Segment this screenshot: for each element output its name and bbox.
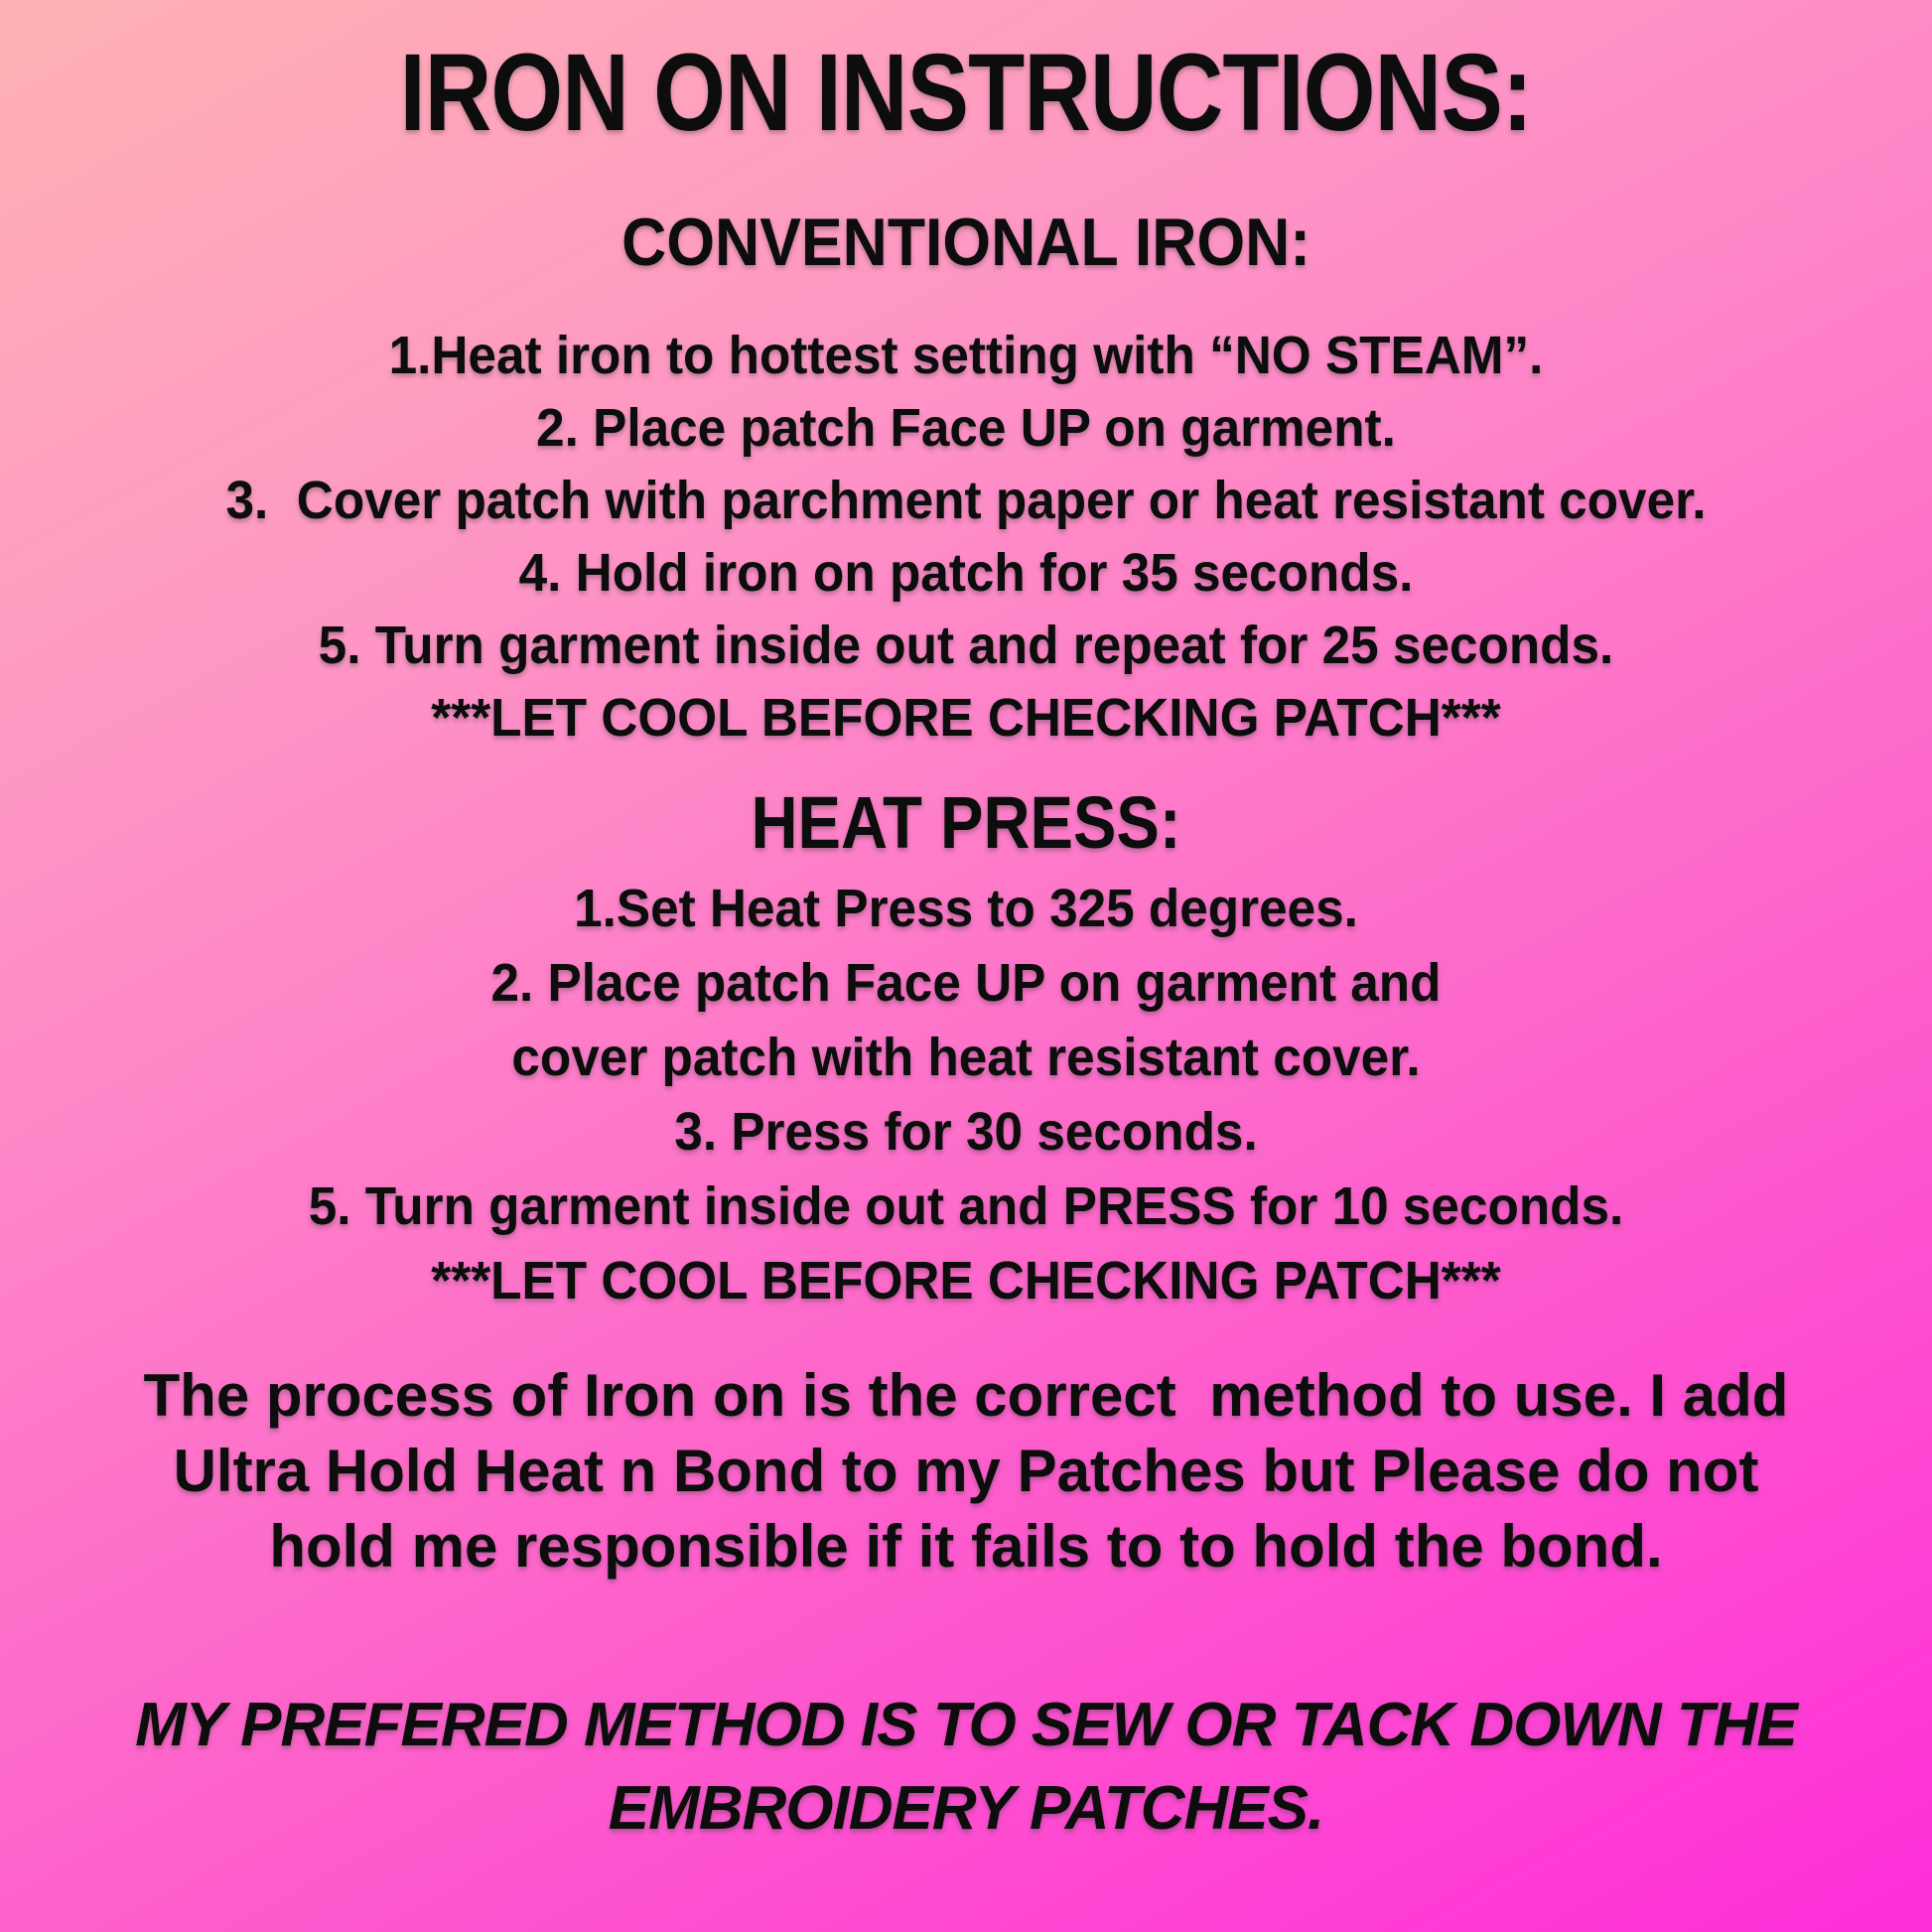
- heat-press-step-5: 5. Turn garment inside out and PRESS for 10 seconds.: [308, 1176, 1624, 1236]
- heat-press-step-2: 2. Place patch Face UP on garment and: [490, 953, 1442, 1013]
- conventional-iron-heading-text: CONVENTIONAL IRON:: [621, 205, 1311, 280]
- page-title: [0, 34, 1932, 153]
- preferred-method-note: [0, 1684, 1932, 1851]
- conventional-iron-heading: [0, 205, 1932, 280]
- heat-press-heading: [0, 782, 1932, 864]
- bond-disclaimer: [0, 1358, 1932, 1585]
- conventional-step-2: 2. Place patch Face UP on garment.: [536, 398, 1396, 458]
- preferred-method-line-2: EMBROIDERY PATCHES.: [608, 1774, 1324, 1843]
- conventional-step-4: 4. Hold iron on patch for 35 seconds.: [518, 543, 1414, 603]
- page-title-text: IRON ON INSTRUCTIONS:: [399, 32, 1533, 154]
- conventional-step-1: 1.Heat iron to hottest setting with “NO STEAM”.: [388, 326, 1544, 385]
- conventional-step-3: 3. Cover patch with parchment paper or heat resistant cover.: [225, 471, 1707, 530]
- conventional-iron-steps: [0, 320, 1932, 755]
- preferred-method-line-1: MY PREFERED METHOD IS TO SEW OR TACK DOWN THE: [135, 1691, 1797, 1759]
- conventional-cool-warning: ***LET COOL BEFORE CHECKING PATCH***: [431, 688, 1501, 748]
- heat-press-heading-text: HEAT PRESS:: [751, 781, 1181, 864]
- disclaimer-line-3: hold me responsible if it fails to to hold the bond.: [269, 1513, 1663, 1580]
- conventional-step-5: 5. Turn garment inside out and repeat for 25 seconds.: [318, 616, 1614, 675]
- heat-press-cool-warning: ***LET COOL BEFORE CHECKING PATCH***: [431, 1251, 1501, 1311]
- heat-press-step-1: 1.Set Heat Press to 325 degrees.: [574, 879, 1358, 938]
- heat-press-step-2-continued: cover patch with heat resistant cover.: [511, 1028, 1421, 1087]
- disclaimer-line-1: The process of Iron on is the correct method to use. I add: [143, 1362, 1789, 1429]
- heat-press-steps: [0, 872, 1932, 1318]
- disclaimer-line-2: Ultra Hold Heat n Bond to my Patches but Please do not: [173, 1438, 1759, 1504]
- heat-press-step-3: 3. Press for 30 seconds.: [674, 1102, 1258, 1162]
